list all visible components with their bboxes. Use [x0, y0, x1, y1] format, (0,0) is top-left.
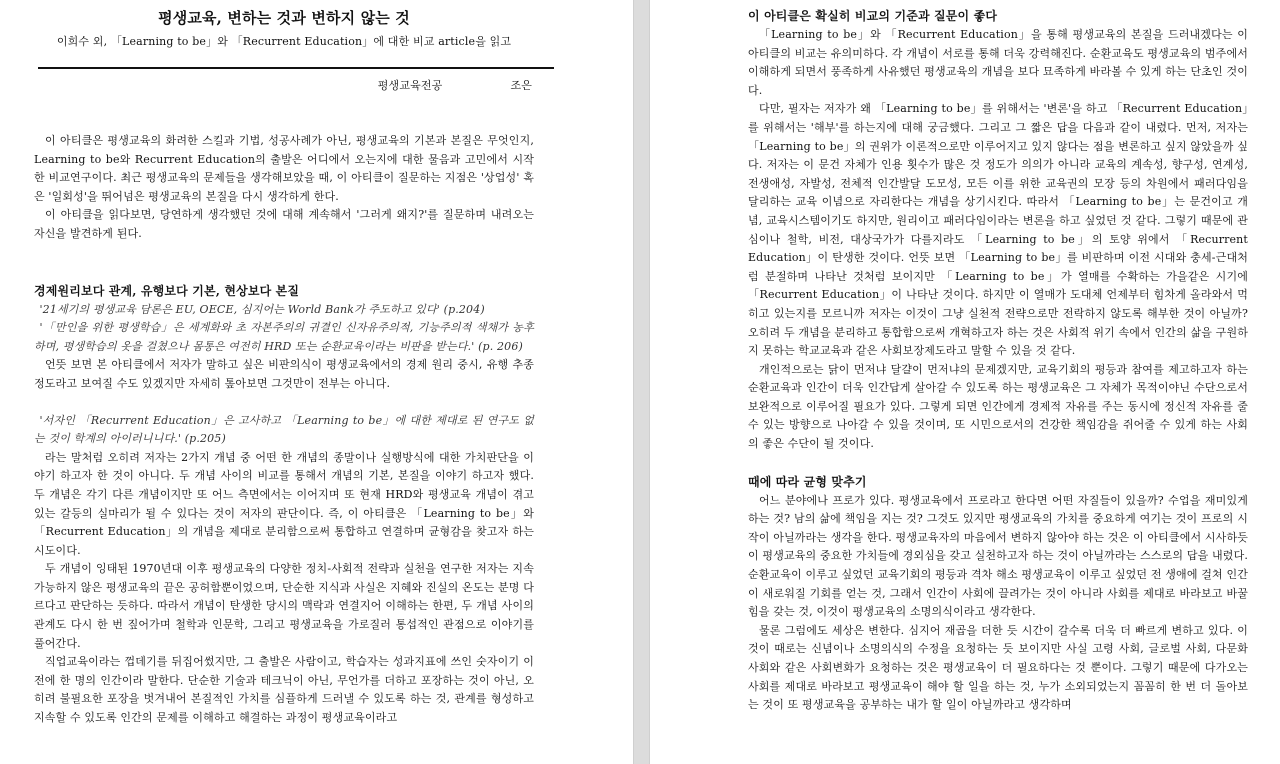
section2-paragraph-2: 두 개념이 잉태된 1970년대 이후 평생교육의 다양한 정치-사회적 전략과 실천을 연구한 저자는 지속 가능하지 않은 평생교육의 끝은 공허함뿐이었으며, 단순한 지식과 사실은 지혜와 진실의 온도는 분명 다르다고 판단하는 듯하다. 따라서 개념이 탄생한 당시의 맥락과 연결지어 이해하는 한편, 두 개념 사이의 관계도 다시 한 번 짚어가며 철학과 인문학, 그리고 평생교육을 가로질러 통섭적인 관점으로 이야기를 풀어간다.	[34, 562, 534, 650]
section1-body: 언뜻 보면 본 아티클에서 저자가 말하고 싶은 비판의식이 평생교육에서의 경제 원리 중시, 유행 추종 정도라고 보여질 수도 있겠지만 자세히 톺아보면 그것만이 전부는 아니다.	[34, 358, 534, 390]
title-divider	[38, 67, 554, 69]
document-page-right	[649, 0, 1280, 764]
spacer	[34, 95, 534, 132]
spacer	[34, 394, 534, 412]
document-subtitle: 이희수 외, 「Learning to be」와 「Recurrent Education」에 대한 비교 article을 읽고	[56, 35, 512, 48]
section-heading-economics: 경제원리보다 관계, 유행보다 기본, 현상보다 본질	[34, 283, 300, 298]
page-gutter	[634, 0, 649, 764]
section4-paragraph-1: 어느 분야에나 프로가 있다. 평생교육에서 프로라고 한다면 어떤 자질들이 있을까? 수업을 재미있게 하는 것? 남의 삶에 책임을 지는 것? 그것도 있지만 평생교육의 가치를 중요하게 여기는 것이 프로의 시작이 아닐까라는 생각을 한다. 평생교육자의 마음에서 변하지 않아야 하는 것은 이 아티클에서 시사하듯이 평생교육의 중요한 가치들에 경외심을 갖고 실천하고자 하는 것이 아닐까라는 스스로의 답을 내렸다. 순환교육이 이루고 싶었던 교육기회의 평등과 격차 해소 평생교육이 이루고 싶었던 전 생애에 걸쳐 인간이 새로워질 기회를 얻는 것, 그래서 인간이 사회에 끌려가는 것이 아니라 사회를 제대로 바라보고 바꿀 힘을 갖는 것, 이것이 평생교육의 소명의식이라고 생각한다.	[748, 493, 1248, 619]
section2-paragraph-1: 라는 말처럼 오히려 저자는 2가지 개념 중 어떤 한 개념의 종말이나 실행방식에 대한 가치판단을 이야기 하고자 한 것이 아니다. 두 개념 사이의 비교를 통해서 개념의 기본, 본질을 이야기 하고자 했다. 두 개념은 각기 다른 개념이지만 또 어느 측면에서는 이어지며 또 현재 HRD와 평생교육 개념이 겪고 있는 갈등의 실마리가 될 수 있다는 것이 저자의 판단이다. 즉, 이 아티클은 「Learning to be」와 「Recurrent Education」의 개념을 제대로 분리함으로써 통합하고 연결하며 균형감을 찾고자 하는 시도이다.	[34, 450, 534, 557]
quote-p205: '서자인 「Recurrent Education」은 고사하고 「Learning to be」에 대한 제대로 된 연구도 없는 것이 학계의 아이러니니다.' (p.205)	[34, 413, 534, 446]
spacer	[34, 244, 534, 281]
section-heading-balance: 때에 따라 균형 맞추기	[748, 474, 867, 489]
author-name: 조은	[510, 79, 532, 92]
intro-paragraph-2: 이 아티클을 읽다보면, 당연하게 생각했던 것에 대해 계속해서 '그러게 왜지?'를 질문하며 내려오는 자신을 발견하게 된다.	[34, 208, 534, 240]
spacer	[748, 454, 1248, 472]
section3-paragraph-2: 다만, 필자는 저자가 왜 「Learning to be」를 위해서는 '변론'을 하고 「Recurrent Education」를 위해서는 '해부'를 하는지에 대해 궁금했다. 그리고 그 짧은 답을 다음과 같이 내렸다. 먼저, 저자는 「Learning to be」의 권위가 이론적으로만 이루어지고 있지 않다는 점을 변론하고 싶지 않았을까 싶다. 저자는 이 문건 자체가 인용 횟수가 많은 것 정도가 의의가 아니라 교육의 계속성, 향구성, 연계성, 전생애성, 자발성, 전체적 인간발달 도모성, 모든 이를 위한 교육권의 모장 등의 차원에서 패러다임을 달리하는 교육 이념으로 자리한다는 개념을 상기시킨다. 따라서 「Learning to be」는 문건이고 개념, 교육시스템이기도 하지만, 원리이고 패러다임이라는 변론을 하고 싶었던 것 같다. 그렇기 때문에 관심이나 철학, 비전, 대상국가가 다를지라도 「Learning to be」의 토양 위에서 「Recurrent Education」이 탄생한 것이다. 언뜻 보면 「Learning to be」를 비판하며 이전 시대와 충세-근대처럼 분절하며 나타난 것처럼 보이지만 「Learning to be」가 열매를 수확하는 가을같은 시기에 「Recurrent Education」이 나타난 것이다. 하지만 이 열매가 도대체 언제부터 힘차게 올라와서 먹히고 있는지를 모르니까 저자는 이것이 그냥 실천적 전략으로만 전락하지 않도록 해부한 것이 아닐까? 오히려 두 개념을 분리하고 통합함으로써 개혁하고자 하는 것은 사회적 위기 속에서 인간의 삶을 구원하지 못하는 학교교육과 같은 사회보장제도라고 말할 수 있을 것 같다.	[748, 102, 1248, 358]
document-page-left	[0, 0, 634, 764]
page-right-content	[748, 6, 1248, 715]
quote-p206: '「만인을 위한 평생학습」은 세계화와 초 자본주의의 귀결인 신자유주의적, 기능주의적 색채가 농후하며, 평생학습의 옷을 걸쳤으나 몸통은 여전히 HRD 또는 순환교육이라는 비판을 받는다.' (p. 206)	[34, 321, 534, 353]
section3-paragraph-1: 「Learning to be」와 「Recurrent Education」을 통해 평생교육의 본질을 드러내겠다는 이 아티클의 비교는 유의미하다. 각 개념이 서로를 통해 더욱 강력해진다. 순환교육도 평생교육의 범주에서 이해하게 되면서 풍족하게 사유했던 평생교육의 개념을 보다 묘족하게 바라볼 수 있게 하는 단초인 것이다.	[748, 28, 1248, 97]
section2-paragraph-3: 직업교육이라는 껍데기를 뒤집어썼지만, 그 출발은 사람이고, 학습자는 성과지표에 쓰인 숫자이기 이전에 한 명의 인간이라 말한다. 단순한 기술과 테크닉이 아닌, 무언가를 더하고 포장하는 것이 아닌, 오히려 불필요한 포장을 벗겨내어 본질적인 가치를 심플하게 드러낼 수 있도록 하는 것, 관계를 형성하고 지속할 수 있도록 인간의 문제를 이해하고 해결하는 과정이 평생교육이라고	[34, 655, 534, 725]
author-line	[34, 77, 534, 95]
section4-paragraph-2: 물론 그럼에도 세상은 변한다. 심지어 재곱을 더한 듯 시간이 갈수록 더욱 더 빠르게 변하고 있다. 이것이 때로는 신념이나 소명의식의 수정을 요청하는 듯 보이지만 사실 고령 사회, 글로벌 사회, 다문화 사회와 같은 사회변화가 요청하는 것은 평생교육이 더 필요하다는 것 뿐이다. 그렇기 때문에 다가오는 사회를 제대로 바라보고 평생교육이 해야 할 일을 하는 것, 누가 소외되었는지 꼼꼼히 한 번 더 돌아보는 것이 또 평생교육을 공부하는 내가 할 일이 아닐까라고 생각하며	[748, 623, 1248, 712]
document-title: 평생교육, 변하는 것과 변하지 않는 것	[158, 9, 410, 27]
intro-paragraph-1: 이 아티클은 평생교육의 화려한 스킬과 기법, 성공사례가 아닌, 평생교육의 기본과 본질은 무엇인지, Learning to be와 Recurrent Education의 출발은 어디에서 오는지에 대한 물음과 고민에서 시작한 비교연구이다. 최근 평생교육의 문제들을 생각해보았을 때, 이 아티클이 질문하는 지점은 '상업성' 혹은 '일회성'을 뛰어넘은 평생교육의 본질을 다시 생각하게 한다.	[34, 134, 534, 203]
section-heading-comparison: 이 아티클은 확실히 비교의 기준과 질문이 좋다	[748, 9, 998, 23]
section3-paragraph-3: 개인적으로는 닭이 먼저냐 달걀이 먼저냐의 문제겠지만, 교육기회의 평등과 참여를 제고하고자 하는 순환교육과 인간이 더욱 인간답게 살아갈 수 있도록 하는 평생교육은 그 자체가 목적이야닌 수단으로서 보완적으로 이루어질 필요가 있다. 그렇게 되면 인간에게 경제적 자유를 주는 동시에 정신적 자유를 줄 수 있는 방향으로 나아갈 수 있을 것이며, 또 시민으로서의 건강한 책임감을 쥐어줄 수 있게 하는 사회의 좋은 수단이 될 것이다.	[748, 362, 1248, 451]
author-department: 평생교육전공	[377, 79, 443, 92]
quote-p204: '21세기의 평생교육 담론은 EU, OECE, 심지어는 World Bank가 주도하고 있다' (p.204)	[39, 302, 485, 316]
page-left-content	[34, 6, 534, 728]
